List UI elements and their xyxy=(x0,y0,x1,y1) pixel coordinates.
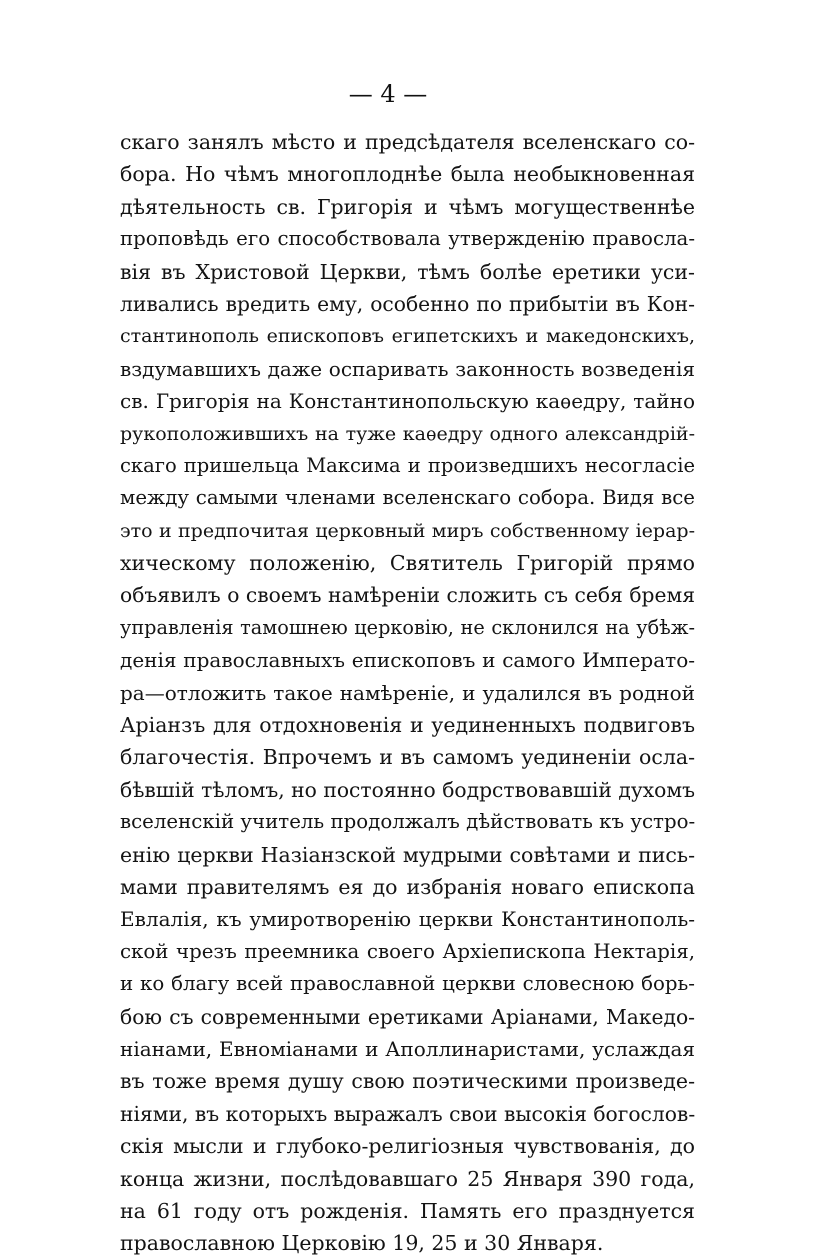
text-line: ніанами, Евноміанами и Аполлинаристами, услаждая xyxy=(120,1036,695,1061)
text-line: въ тоже время душу свою поэтическими произведе- xyxy=(120,1069,695,1094)
text-line: вздумавшихъ даже оспаривать законность возведенія xyxy=(120,356,695,381)
text-line: ливались вредить ему, особенно по прибытіи въ Кон- xyxy=(120,291,695,316)
text-line: бора. Но чѣмъ многоплоднѣе была необыкновенная xyxy=(120,162,695,187)
text-line: хическому положенію, Святитель Григорій прямо xyxy=(120,551,695,576)
text-line: проповѣдь его способствовала утвержденію правосла- xyxy=(120,227,695,251)
text-line: благочестія. Впрочемъ и въ самомъ уединеніи осла- xyxy=(120,745,695,770)
text-line: скаго занялъ мѣсто и предсѣдателя вселенскаго со- xyxy=(120,130,695,154)
body-text xyxy=(120,126,695,1260)
text-line: вселенскій учитель продолжалъ дѣйствовать къ устро- xyxy=(120,810,696,834)
text-line: ской чрезъ преемника своего Архіепископа Нектарія, xyxy=(120,939,695,963)
text-line: вія въ Христовой Церкви, тѣмъ болѣе еретики уси- xyxy=(120,259,695,284)
text-line: рукоположившихъ на туже каѳедру одного александрій- xyxy=(120,422,695,445)
text-line: стантинополь епископовъ египетскихъ и македонскихъ, xyxy=(120,325,695,348)
text-line: православною Церковію 19, 25 и 30 Января. xyxy=(120,1231,604,1256)
text-line: бѣвшій тѣломъ, но постоянно бодрствовавшій духомъ xyxy=(120,777,695,802)
text-line: скаго пришельца Максима и произведшихъ несогласіе xyxy=(120,453,695,477)
text-line: бою съ современными еретиками Аріанами, Македо- xyxy=(120,1004,695,1029)
text-line: Евлалія, къ умиротворенію церкви Константинополь- xyxy=(120,907,695,932)
text-line: объявилъ о своемъ намѣреніи сложить съ себя бремя xyxy=(120,583,695,608)
text-line: Аріанзъ для отдохновенія и уединенныхъ подвиговъ xyxy=(120,713,695,738)
text-line: это и предпочитая церковный миръ собственному іерар- xyxy=(120,519,695,542)
text-line: конца жизни, послѣдовавшаго 25 Января 390 года, xyxy=(120,1166,695,1191)
text-line: св. Григорія на Константинопольскую каѳедру, тайно xyxy=(120,389,695,414)
text-line: управленія тамошнею церковію, не склонился на убѣж- xyxy=(120,615,695,639)
text-line: ніями, въ которыхъ выражалъ свои высокія богослов- xyxy=(120,1101,696,1126)
page-number: — 4 — xyxy=(348,80,428,108)
text-line: и ко благу всей православной церкви словесною борь- xyxy=(120,972,695,996)
text-line: скія мысли и глубоко-религіозныя чувствованія, до xyxy=(120,1134,695,1159)
text-line: мами правителямъ ея до избранія новаго епископа xyxy=(120,874,695,899)
text-line: ра—отложить такое намѣреніе, и удалился въ родной xyxy=(120,680,695,705)
text-line: дѣятельность св. Григорія и чѣмъ могущественнѣе xyxy=(120,194,695,219)
text-line: на 61 году отъ рожденія. Память его празднуется xyxy=(120,1198,695,1223)
text-line: денія православныхъ епископовъ и самого Императо- xyxy=(120,648,695,673)
text-line: енію церкви Назіанзской мудрыми совѣтами и пись- xyxy=(120,842,695,867)
text-line: между самыми членами вселенскаго собора. Видя все xyxy=(120,486,695,510)
